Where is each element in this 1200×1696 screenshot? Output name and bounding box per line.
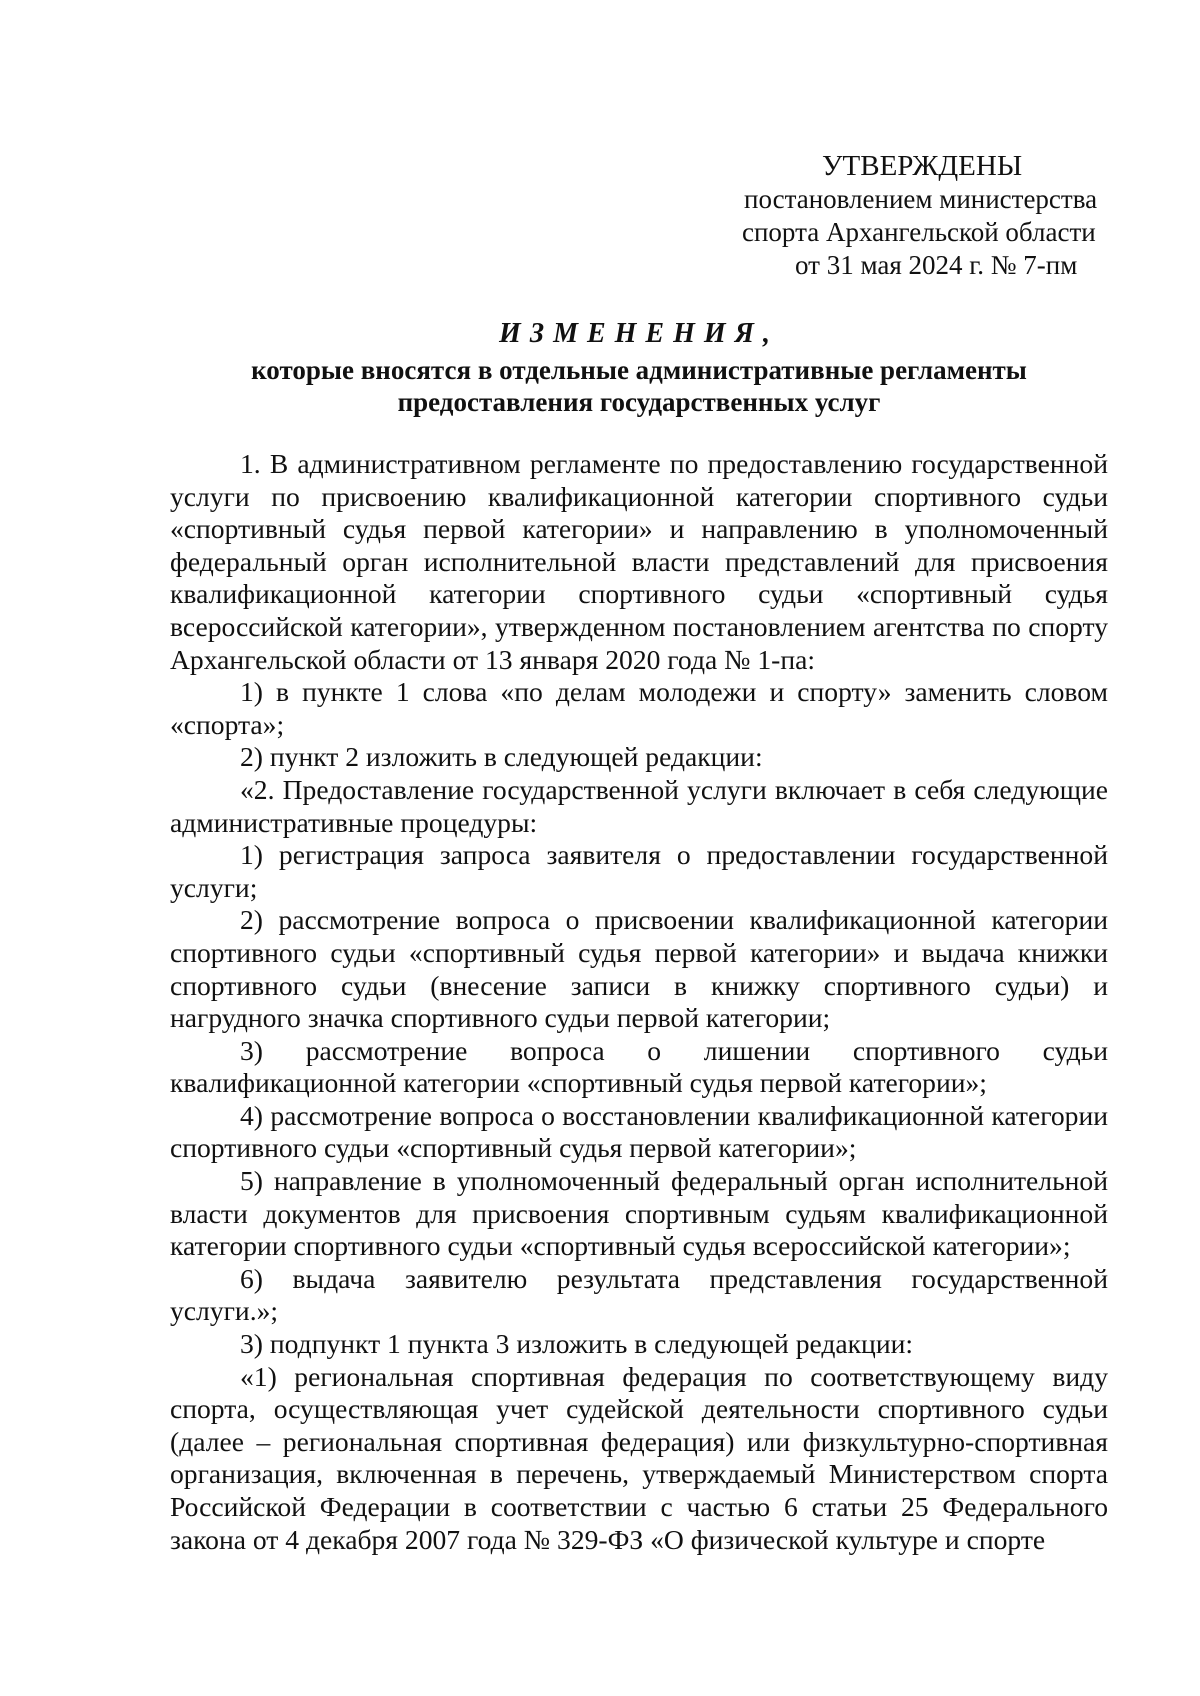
paragraph: 5) направление в уполномоченный федеральный орган исполнительной власти документов для присвоения спортивным судьям квалификационной категории спортивного судьи «спортивный судья всероссийской категории»;	[170, 1165, 1108, 1262]
paragraph: 6) выдача заявителю результата представления государственной услуги.»;	[170, 1262, 1108, 1327]
heading-subtitle-line-1: которые вносятся в отдельные административные регламенты	[251, 355, 1027, 385]
heading-title: ИЗМЕНЕНИЯ,	[499, 318, 779, 349]
paragraph: 3) рассмотрение вопроса о лишении спортивного судьи квалификационной категории «спортивный судья первой категории»;	[170, 1034, 1108, 1099]
approval-line-4: от 31 мая 2024 г. № 7-пм	[795, 250, 1078, 280]
approval-line-2: постановлением министерства	[744, 184, 1098, 214]
paragraph: 1) в пункте 1 слова «по делам молодежи и спорту» заменить словом «спорта»;	[170, 676, 1108, 740]
paragraph: 1. В административном регламенте по предоставлению государственной услуги по присвоению квалификационной категории спортивного судьи «спортивный судья первой категории» и направлению в уполномоченный федеральный орган исполнительной власти представлений для присвоения квалификационной категории спортивного судьи «спортивный судья всероссийской категории», утвержденном постановлением агентства по спорту Архангельской области от 13 января 2020 года № 1-па:	[170, 448, 1108, 675]
paragraph: «1) региональная спортивная федерация по соответствующему виду спорта, осуществляющая учет судейской деятельности спортивного судьи (далее – региональная спортивная федерация) или физкультурно-спортивная организация, включенная в перечень, утверждаемый Министерством спорта Российской Федерации в соответствии с частью 6 статьи 25 Федерального закона от 4 декабря 2007 года № 329-ФЗ «О физической культуре и спорте	[170, 1360, 1108, 1555]
approval-title: УТВЕРЖДЕНЫ	[822, 150, 1023, 182]
approval-stamp-block	[730, 150, 1130, 282]
approval-line-3: спорта Архангельской области	[742, 217, 1096, 247]
paragraph: 2) рассмотрение вопроса о присвоении квалификационной категории спортивного судьи «спортивный судья первой категории» и выдача книжки спортивного судьи (внесение записи в книжку спортивного судьи) и нагрудного значка спортивного судьи первой категории;	[170, 904, 1108, 1034]
paragraph: «2. Предоставление государственной услуги включает в себя следующие административные процедуры:	[170, 773, 1108, 838]
paragraph: 2) пункт 2 изложить в следующей редакции:	[240, 741, 763, 773]
paragraph: 3) подпункт 1 пункта 3 изложить в следующей редакции:	[240, 1328, 914, 1360]
document-body	[170, 448, 1108, 1556]
document-heading	[170, 318, 1108, 418]
paragraph: 4) рассмотрение вопроса о восстановлении квалификационной категории спортивного судьи «спортивный судья первой категории»;	[170, 1099, 1108, 1164]
heading-subtitle-line-2: предоставления государственных услуг	[397, 387, 881, 417]
paragraph: 1) регистрация запроса заявителя о предоставлении государственной услуги;	[170, 839, 1108, 903]
